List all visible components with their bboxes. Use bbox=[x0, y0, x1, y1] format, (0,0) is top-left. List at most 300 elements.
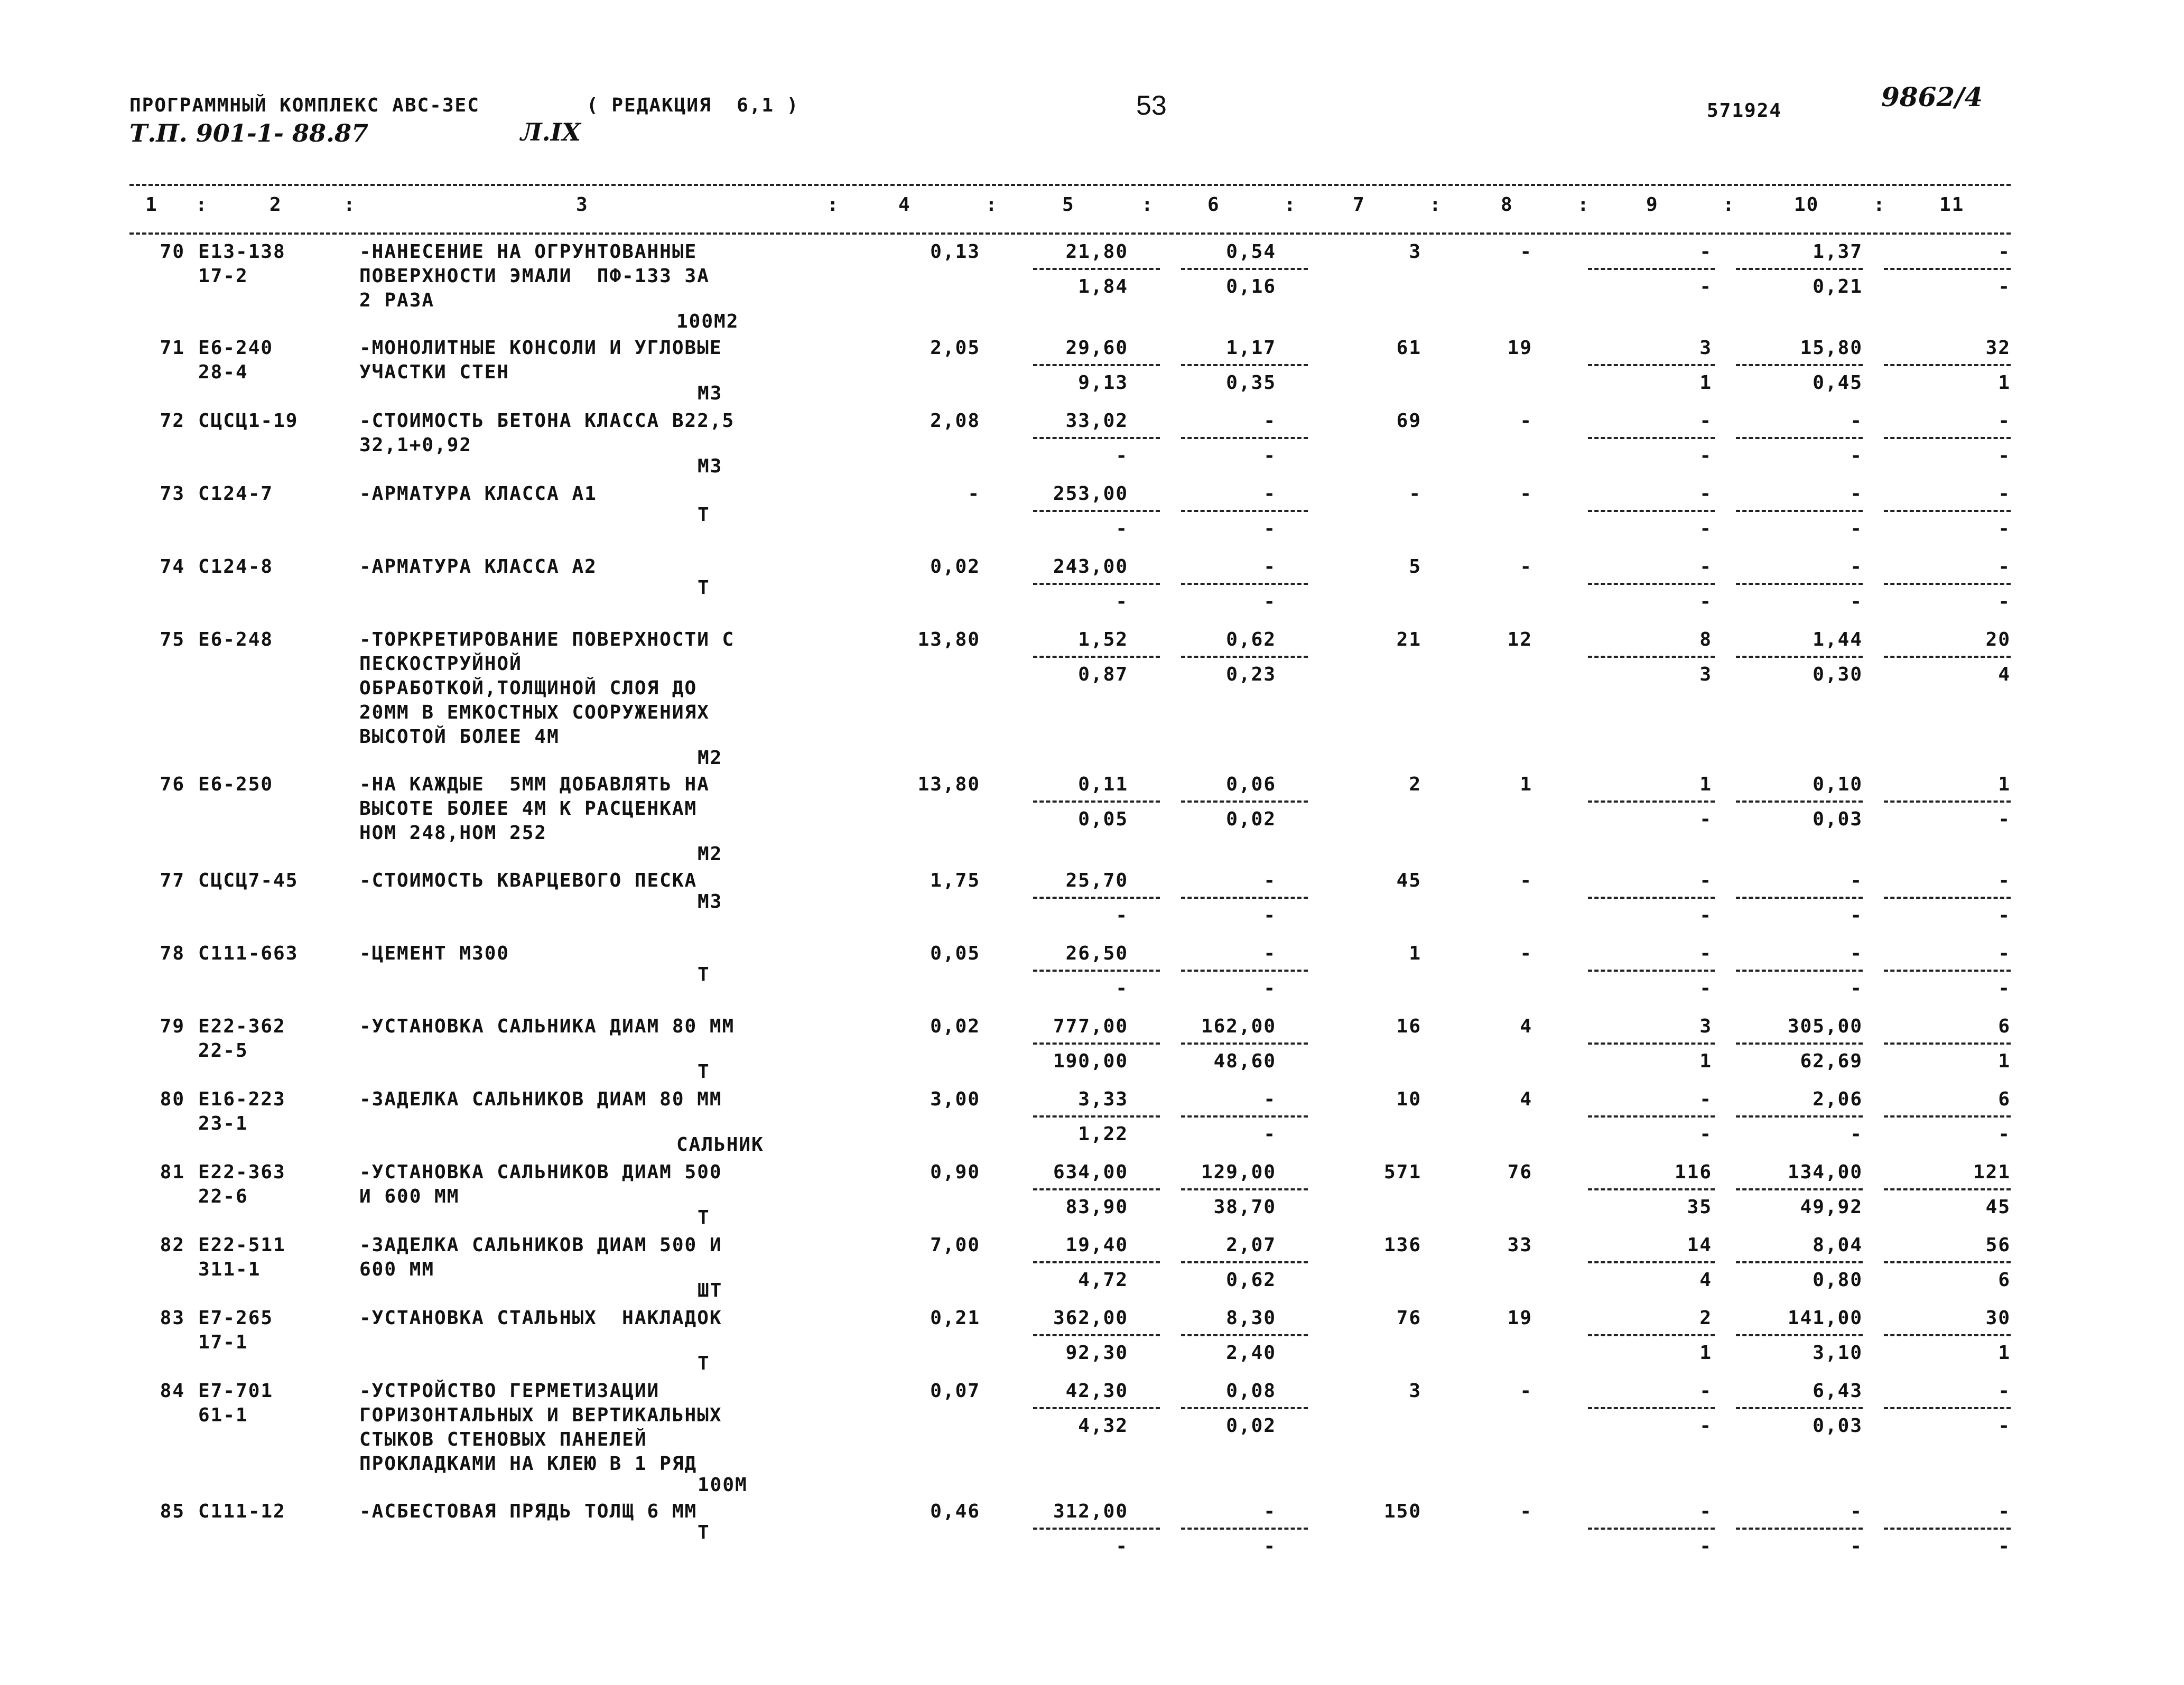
cell-split-rule bbox=[1736, 970, 1863, 972]
cell-c8: - bbox=[1520, 483, 1532, 505]
row-unit: М2 bbox=[698, 747, 723, 769]
row-description: -СТОИМОСТЬ КВАРЦЕВОГО ПЕСКА bbox=[359, 870, 698, 891]
cell-c7: 150 bbox=[1383, 1501, 1421, 1522]
cell-c11: - bbox=[1998, 1380, 2011, 1402]
cell-c5: 312,00 bbox=[1053, 1501, 1128, 1522]
cell-c9b: 4 bbox=[1699, 1269, 1712, 1291]
row-code: С111-663 bbox=[198, 943, 299, 964]
cell-c11: 30 bbox=[1985, 1307, 2011, 1329]
cell-c4: 0,02 bbox=[930, 556, 980, 578]
row-number: 73 bbox=[160, 483, 185, 505]
row-description: И 600 ММ bbox=[359, 1186, 460, 1207]
row-description: -МОНОЛИТНЫЕ КОНСОЛИ И УГЛОВЫЕ bbox=[359, 337, 722, 359]
cell-split-rule bbox=[1181, 437, 1308, 439]
handwritten-sheet: Л.IX bbox=[521, 118, 581, 146]
cell-c10b: - bbox=[1850, 1123, 1863, 1145]
row-description: -УСТАНОВКА САЛЬНИКА ДИАМ 80 ММ bbox=[359, 1016, 735, 1037]
row-description: -УСТАНОВКА САЛЬНИКОВ ДИАМ 500 bbox=[359, 1161, 722, 1183]
cell-split-rule bbox=[1736, 897, 1863, 899]
cell-c8: - bbox=[1520, 241, 1532, 263]
cell-c11: 56 bbox=[1985, 1234, 2011, 1256]
cell-c5b: 92,30 bbox=[1065, 1342, 1128, 1364]
cell-split-rule bbox=[1736, 1407, 1863, 1409]
cell-c11: 6 bbox=[1998, 1088, 2011, 1110]
column-separator: : bbox=[827, 194, 840, 216]
cell-split-rule bbox=[1884, 364, 2011, 366]
cell-c6: - bbox=[1263, 483, 1276, 505]
cell-c5: 1,52 bbox=[1078, 629, 1128, 650]
cell-c4: 13,80 bbox=[917, 629, 980, 650]
cell-c11: - bbox=[1998, 870, 2011, 891]
cell-split-rule bbox=[1884, 583, 2011, 585]
row-unit: Т bbox=[698, 1522, 710, 1543]
column-header-1: 1 bbox=[145, 194, 158, 216]
cell-c5b: 9,13 bbox=[1078, 372, 1128, 394]
cell-c10: - bbox=[1850, 943, 1863, 964]
cell-split-rule bbox=[1033, 364, 1160, 366]
cell-c11: 20 bbox=[1985, 629, 2011, 650]
cell-split-rule bbox=[1181, 583, 1308, 585]
row-code-sub: 23-1 bbox=[198, 1113, 248, 1134]
cell-split-rule bbox=[1884, 1115, 2011, 1118]
cell-c9b: 3 bbox=[1699, 664, 1712, 685]
cell-c9b: - bbox=[1699, 591, 1712, 612]
cell-c6b: - bbox=[1263, 518, 1276, 539]
column-header-11: 11 bbox=[1939, 194, 1965, 216]
column-separator: : bbox=[1723, 194, 1735, 216]
row-unit: Т bbox=[698, 577, 710, 599]
cell-c9: - bbox=[1699, 241, 1712, 263]
cell-c10: - bbox=[1850, 410, 1863, 432]
cell-c4: 0,21 bbox=[930, 1307, 980, 1329]
cell-c11b: 6 bbox=[1998, 1269, 2011, 1291]
row-number: 78 bbox=[160, 943, 185, 964]
row-code: Е6-248 bbox=[198, 629, 274, 650]
column-header-10: 10 bbox=[1794, 194, 1819, 216]
row-description: -АРМАТУРА КЛАССА А2 bbox=[359, 556, 597, 578]
cell-split-rule bbox=[1588, 1188, 1715, 1190]
cell-c10: 134,00 bbox=[1787, 1161, 1863, 1183]
row-description: -ТОРКРЕТИРОВАНИЕ ПОВЕРХНОСТИ С bbox=[359, 629, 735, 650]
cell-split-rule bbox=[1588, 510, 1715, 512]
cell-c11b: - bbox=[1998, 1535, 2011, 1557]
cell-c9b: - bbox=[1699, 905, 1712, 926]
cell-c6: 1,17 bbox=[1226, 337, 1276, 359]
cell-c9: 8 bbox=[1699, 629, 1712, 650]
cell-c9: 3 bbox=[1699, 1016, 1712, 1037]
row-description: -НА КАЖДЫЕ 5ММ ДОБАВЛЯТЬ НА bbox=[359, 774, 710, 795]
cell-c4: 0,90 bbox=[930, 1161, 980, 1183]
cell-split-rule bbox=[1181, 1042, 1308, 1045]
cell-split-rule bbox=[1588, 1261, 1715, 1263]
cell-c6: - bbox=[1263, 1501, 1276, 1522]
cell-c9b: 35 bbox=[1687, 1196, 1712, 1218]
cell-c10b: 0,30 bbox=[1813, 664, 1863, 685]
cell-c4: 1,75 bbox=[930, 870, 980, 891]
cell-c10: 2,06 bbox=[1813, 1088, 1863, 1110]
cell-c6b: 0,02 bbox=[1226, 808, 1276, 830]
cell-c6: 0,54 bbox=[1226, 241, 1276, 263]
column-separator: : bbox=[1873, 194, 1886, 216]
cell-c5b: - bbox=[1116, 591, 1128, 612]
cell-c5b: 4,32 bbox=[1078, 1415, 1128, 1437]
edition-label: ( РЕДАКЦИЯ 6,1 ) bbox=[587, 95, 800, 116]
row-code-sub: 17-2 bbox=[198, 265, 248, 287]
cell-split-rule bbox=[1588, 800, 1715, 803]
cell-c7: 10 bbox=[1396, 1088, 1421, 1110]
row-code-sub: 22-5 bbox=[198, 1040, 248, 1062]
cell-c11b: - bbox=[1998, 445, 2011, 467]
cell-c9: 1 bbox=[1699, 774, 1712, 795]
row-description: ВЫСОТОЙ БОЛЕЕ 4М bbox=[359, 726, 560, 748]
cell-split-rule bbox=[1033, 510, 1160, 512]
row-code: Е16-223 bbox=[198, 1088, 286, 1110]
program-title: ПРОГРАММНЫЙ КОМПЛЕКС АВС-ЗЕС bbox=[129, 95, 480, 116]
cell-c11: - bbox=[1998, 943, 2011, 964]
row-unit: М3 bbox=[698, 891, 723, 913]
row-description: НОМ 248,НОМ 252 bbox=[359, 822, 547, 844]
cell-split-rule bbox=[1033, 437, 1160, 439]
cell-split-rule bbox=[1588, 1042, 1715, 1045]
cell-split-rule bbox=[1884, 897, 2011, 899]
row-unit: Т bbox=[698, 1207, 710, 1228]
column-header-8: 8 bbox=[1501, 194, 1513, 216]
cell-c11b: 1 bbox=[1998, 1050, 2011, 1072]
cell-split-rule bbox=[1181, 1334, 1308, 1336]
cell-c6: - bbox=[1263, 556, 1276, 578]
cell-c6: - bbox=[1263, 870, 1276, 891]
cell-c5: 29,60 bbox=[1065, 337, 1128, 359]
cell-c10: 305,00 bbox=[1787, 1016, 1863, 1037]
cell-c5b: - bbox=[1116, 518, 1128, 539]
row-code: Е22-362 bbox=[198, 1016, 286, 1037]
cell-c10b: - bbox=[1850, 1535, 1863, 1557]
cell-split-rule bbox=[1181, 1115, 1308, 1118]
cell-c6: 8,30 bbox=[1226, 1307, 1276, 1329]
row-code: Е6-240 bbox=[198, 337, 274, 359]
cell-split-rule bbox=[1736, 437, 1863, 439]
cell-c9b: - bbox=[1699, 1415, 1712, 1437]
cell-split-rule bbox=[1588, 1528, 1715, 1530]
handwritten-project: Т.П. 901-1- 88.87 bbox=[129, 119, 369, 147]
cell-c8: - bbox=[1520, 556, 1532, 578]
cell-c6: 0,06 bbox=[1226, 774, 1276, 795]
cell-split-rule bbox=[1181, 1528, 1308, 1530]
cell-c10b: 0,80 bbox=[1813, 1269, 1863, 1291]
cell-c10b: - bbox=[1850, 978, 1863, 999]
cell-split-rule bbox=[1181, 1188, 1308, 1190]
row-unit: Т bbox=[698, 1061, 710, 1083]
cell-c6b: 0,16 bbox=[1226, 276, 1276, 297]
cell-c6b: 0,35 bbox=[1226, 372, 1276, 394]
column-header-5: 5 bbox=[1062, 194, 1075, 216]
row-code-sub: 311-1 bbox=[198, 1259, 261, 1280]
cell-c4: 0,02 bbox=[930, 1016, 980, 1037]
cell-split-rule bbox=[1588, 970, 1715, 972]
row-description: ГОРИЗОНТАЛЬНЫХ И ВЕРТИКАЛЬНЫХ bbox=[359, 1404, 722, 1426]
cell-c8: - bbox=[1520, 1380, 1532, 1402]
cell-c11: 121 bbox=[1973, 1161, 2011, 1183]
header-rule bbox=[129, 232, 2011, 235]
row-code: Е6-250 bbox=[198, 774, 274, 795]
cell-c5b: 1,84 bbox=[1078, 276, 1128, 297]
cell-c10b: 49,92 bbox=[1800, 1196, 1863, 1218]
cell-c6b: - bbox=[1263, 1535, 1276, 1557]
row-description: ПЕСКОСТРУЙНОЙ bbox=[359, 653, 522, 675]
cell-split-rule bbox=[1033, 1528, 1160, 1530]
cell-c5: 19,40 bbox=[1065, 1234, 1128, 1256]
row-description: УЧАСТКИ СТЕН bbox=[359, 361, 510, 383]
cell-c10b: 3,10 bbox=[1813, 1342, 1863, 1364]
cell-c5b: 190,00 bbox=[1053, 1050, 1128, 1072]
cell-c5: 253,00 bbox=[1053, 483, 1128, 505]
row-code: Е22-363 bbox=[198, 1161, 286, 1183]
cell-c9b: - bbox=[1699, 1535, 1712, 1557]
cell-c9b: 1 bbox=[1699, 1050, 1712, 1072]
cell-split-rule bbox=[1033, 970, 1160, 972]
cell-c8: 12 bbox=[1507, 629, 1532, 650]
cell-c10: 1,37 bbox=[1813, 241, 1863, 263]
column-separator: : bbox=[1141, 194, 1154, 216]
row-number: 75 bbox=[160, 629, 185, 650]
cell-c11: 6 bbox=[1998, 1016, 2011, 1037]
row-description: ОБРАБОТКОЙ,ТОЛЩИНОЙ СЛОЯ ДО bbox=[359, 677, 698, 699]
cell-c10: - bbox=[1850, 483, 1863, 505]
doc-code: 571924 bbox=[1707, 100, 1782, 122]
cell-c6b: - bbox=[1263, 591, 1276, 612]
cell-c10b: - bbox=[1850, 905, 1863, 926]
row-unit: 100М bbox=[698, 1474, 748, 1496]
cell-c11: - bbox=[1998, 241, 2011, 263]
cell-c5b: - bbox=[1116, 978, 1128, 999]
cell-split-rule bbox=[1736, 1528, 1863, 1530]
row-number: 71 bbox=[160, 337, 185, 359]
cell-split-rule bbox=[1588, 656, 1715, 658]
cell-c7: 5 bbox=[1409, 556, 1421, 578]
row-code-sub: 17-1 bbox=[198, 1332, 248, 1353]
cell-c10: 6,43 bbox=[1813, 1380, 1863, 1402]
row-description: -АРМАТУРА КЛАССА А1 bbox=[359, 483, 597, 505]
cell-c11: - bbox=[1998, 556, 2011, 578]
cell-c6: 0,08 bbox=[1226, 1380, 1276, 1402]
row-number: 79 bbox=[160, 1016, 185, 1037]
cell-c6: 162,00 bbox=[1201, 1016, 1276, 1037]
cell-split-rule bbox=[1181, 897, 1308, 899]
cell-c8: 4 bbox=[1520, 1088, 1532, 1110]
cell-split-rule bbox=[1181, 970, 1308, 972]
cell-c10: 141,00 bbox=[1787, 1307, 1863, 1329]
row-description: -АСБЕСТОВАЯ ПРЯДЬ ТОЛЩ 6 ММ bbox=[359, 1501, 698, 1522]
cell-c11: - bbox=[1998, 410, 2011, 432]
cell-c7: 1 bbox=[1409, 943, 1421, 964]
row-description: ВЫСОТЕ БОЛЕЕ 4М К РАСЦЕНКАМ bbox=[359, 798, 698, 820]
row-number: 85 bbox=[160, 1501, 185, 1522]
cell-c9b: 1 bbox=[1699, 1342, 1712, 1364]
cell-split-rule bbox=[1736, 364, 1863, 366]
cell-c5b: 0,05 bbox=[1078, 808, 1128, 830]
cell-c6b: 0,02 bbox=[1226, 1415, 1276, 1437]
cell-c8: 76 bbox=[1507, 1161, 1532, 1183]
cell-c9b: - bbox=[1699, 978, 1712, 999]
cell-split-rule bbox=[1181, 268, 1308, 270]
row-description: 32,1+0,92 bbox=[359, 434, 472, 456]
cell-c11b: - bbox=[1998, 808, 2011, 830]
cell-c6b: - bbox=[1263, 445, 1276, 467]
cell-c6b: - bbox=[1263, 905, 1276, 926]
column-separator: : bbox=[986, 194, 998, 216]
cell-split-rule bbox=[1588, 897, 1715, 899]
column-header-6: 6 bbox=[1207, 194, 1220, 216]
row-number: 83 bbox=[160, 1307, 185, 1329]
row-description: ПРОКЛАДКАМИ НА КЛЕЮ В 1 РЯД bbox=[359, 1453, 698, 1475]
row-code: СЦСЦ7-45 bbox=[198, 870, 299, 891]
column-separator: : bbox=[1577, 194, 1590, 216]
cell-c7: 76 bbox=[1396, 1307, 1421, 1329]
cell-c4: 0,05 bbox=[930, 943, 980, 964]
cell-c4: - bbox=[968, 483, 980, 505]
cell-split-rule bbox=[1033, 656, 1160, 658]
cell-c4: 2,08 bbox=[930, 410, 980, 432]
cell-c5b: 83,90 bbox=[1065, 1196, 1128, 1218]
cell-c5b: - bbox=[1116, 905, 1128, 926]
row-number: 70 bbox=[160, 241, 185, 263]
cell-split-rule bbox=[1588, 1115, 1715, 1118]
cell-c9: 2 bbox=[1699, 1307, 1712, 1329]
cell-split-rule bbox=[1884, 510, 2011, 512]
cell-c4: 13,80 bbox=[917, 774, 980, 795]
row-unit: САЛЬНИК bbox=[676, 1134, 764, 1156]
cell-c9b: 1 bbox=[1699, 372, 1712, 394]
cell-c7: 16 bbox=[1396, 1016, 1421, 1037]
cell-split-rule bbox=[1033, 1042, 1160, 1045]
cell-split-rule bbox=[1033, 1261, 1160, 1263]
cell-c9: - bbox=[1699, 870, 1712, 891]
cell-c9: 14 bbox=[1687, 1234, 1712, 1256]
row-code: С124-7 bbox=[198, 483, 274, 505]
cell-split-rule bbox=[1588, 364, 1715, 366]
page-number: 53 bbox=[1136, 90, 1167, 121]
column-separator: : bbox=[196, 194, 208, 216]
cell-c6: - bbox=[1263, 943, 1276, 964]
cell-split-rule bbox=[1736, 1115, 1863, 1118]
row-code: СЦСЦ1-19 bbox=[198, 410, 299, 432]
cell-c5b: - bbox=[1116, 1535, 1128, 1557]
cell-c5: 33,02 bbox=[1065, 410, 1128, 432]
cell-c7: 69 bbox=[1396, 410, 1421, 432]
cell-c10: 1,44 bbox=[1813, 629, 1863, 650]
row-code: Е22-511 bbox=[198, 1234, 286, 1256]
cell-c11b: 4 bbox=[1998, 664, 2011, 685]
cell-c5: 42,30 bbox=[1065, 1380, 1128, 1402]
cell-split-rule bbox=[1033, 897, 1160, 899]
row-description: -ЗАДЕЛКА САЛЬНИКОВ ДИАМ 80 ММ bbox=[359, 1088, 722, 1110]
cell-c4: 7,00 bbox=[930, 1234, 980, 1256]
row-unit: Т bbox=[698, 964, 710, 985]
cell-c10: - bbox=[1850, 870, 1863, 891]
row-number: 82 bbox=[160, 1234, 185, 1256]
cell-split-rule bbox=[1033, 1188, 1160, 1190]
cell-c7: 2 bbox=[1409, 774, 1421, 795]
cell-c7: 3 bbox=[1409, 1380, 1421, 1402]
row-unit: 100М2 bbox=[676, 311, 739, 332]
cell-c7: 136 bbox=[1383, 1234, 1421, 1256]
cell-split-rule bbox=[1588, 437, 1715, 439]
cell-c9: - bbox=[1699, 410, 1712, 432]
cell-c9: - bbox=[1699, 483, 1712, 505]
cell-c6b: - bbox=[1263, 1123, 1276, 1145]
cell-c10b: 0,21 bbox=[1813, 276, 1863, 297]
cell-c5: 634,00 bbox=[1053, 1161, 1128, 1183]
row-number: 77 bbox=[160, 870, 185, 891]
cell-c8: 4 bbox=[1520, 1016, 1532, 1037]
cell-c6: - bbox=[1263, 410, 1276, 432]
cell-c5b: - bbox=[1116, 445, 1128, 467]
cell-c5b: 1,22 bbox=[1078, 1123, 1128, 1145]
cell-c10b: 0,03 bbox=[1813, 1415, 1863, 1437]
cell-split-rule bbox=[1736, 583, 1863, 585]
row-code: Е7-701 bbox=[198, 1380, 274, 1402]
cell-split-rule bbox=[1884, 437, 2011, 439]
cell-split-rule bbox=[1736, 656, 1863, 658]
cell-c6: 0,62 bbox=[1226, 629, 1276, 650]
cell-c6b: 2,40 bbox=[1226, 1342, 1276, 1364]
cell-c11b: - bbox=[1998, 1123, 2011, 1145]
cell-c11b: - bbox=[1998, 591, 2011, 612]
cell-c9b: - bbox=[1699, 518, 1712, 539]
cell-c8: 19 bbox=[1507, 1307, 1532, 1329]
row-code: С124-8 bbox=[198, 556, 274, 578]
cell-c11b: - bbox=[1998, 905, 2011, 926]
cell-c4: 0,13 bbox=[930, 241, 980, 263]
cell-split-rule bbox=[1884, 1407, 2011, 1409]
cell-c11b: - bbox=[1998, 518, 2011, 539]
cell-split-rule bbox=[1181, 656, 1308, 658]
cell-c10b: 0,45 bbox=[1813, 372, 1863, 394]
row-unit: Т bbox=[698, 1353, 710, 1374]
column-separator: : bbox=[343, 194, 356, 216]
row-description: 20ММ В ЕМКОСТНЫХ СООРУЖЕНИЯХ bbox=[359, 702, 710, 723]
row-description: СТЫКОВ СТЕНОВЫХ ПАНЕЛЕЙ bbox=[359, 1429, 647, 1450]
column-header-2: 2 bbox=[269, 194, 282, 216]
cell-c9: 116 bbox=[1674, 1161, 1712, 1183]
cell-split-rule bbox=[1884, 1261, 2011, 1263]
cell-split-rule bbox=[1884, 656, 2011, 658]
row-number: 84 bbox=[160, 1380, 185, 1402]
cell-c9b: - bbox=[1699, 808, 1712, 830]
row-code: Е7-265 bbox=[198, 1307, 274, 1329]
cell-c10: 8,04 bbox=[1813, 1234, 1863, 1256]
cell-c10: - bbox=[1850, 1501, 1863, 1522]
cell-split-rule bbox=[1884, 800, 2011, 803]
row-code-sub: 61-1 bbox=[198, 1404, 248, 1426]
cell-c9: - bbox=[1699, 556, 1712, 578]
cell-c8: - bbox=[1520, 1501, 1532, 1522]
cell-c7: 21 bbox=[1396, 629, 1421, 650]
row-code-sub: 22-6 bbox=[198, 1186, 248, 1207]
row-number: 80 bbox=[160, 1088, 185, 1110]
cell-split-rule bbox=[1884, 1528, 2011, 1530]
cell-split-rule bbox=[1588, 1334, 1715, 1336]
cell-split-rule bbox=[1181, 800, 1308, 803]
row-number: 81 bbox=[160, 1161, 185, 1183]
cell-c6b: - bbox=[1263, 978, 1276, 999]
cell-c6b: 38,70 bbox=[1213, 1196, 1276, 1218]
cell-split-rule bbox=[1181, 510, 1308, 512]
cell-c7: 61 bbox=[1396, 337, 1421, 359]
cell-c11: - bbox=[1998, 1501, 2011, 1522]
cell-split-rule bbox=[1884, 1334, 2011, 1336]
row-unit: М3 bbox=[698, 455, 723, 477]
